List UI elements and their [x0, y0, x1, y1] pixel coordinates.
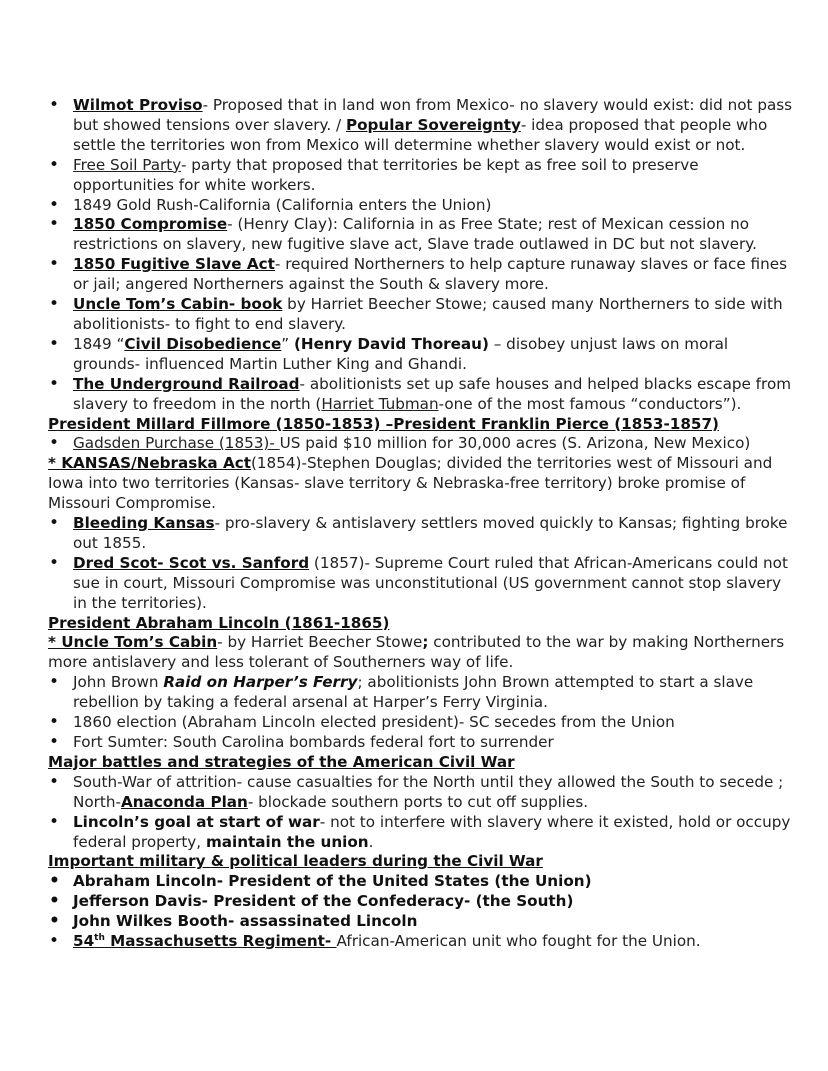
text-dred: (1857)- Supreme Court ruled that African-Americans could not sue in court, Missouri Compromise was unconstitutional (US government cannot stop slavery in the territories).: [73, 553, 788, 612]
list-item-dred-scott: [48, 554, 796, 614]
text-kansas: (1854)-Stephen Douglas; divided the territories west of Missouri and Iowa into two territories (Kansas- slave territory & Nebraska-free territory) broke promise of Missouri Compromise.: [48, 454, 773, 513]
text-gadsden: US paid $10 million for 30,000 acres (S. Arizona, New Mexico): [279, 434, 751, 453]
regiment-number: 54: [73, 932, 95, 951]
list-leaders: [48, 872, 796, 952]
text-civil-author: (Henry David Thoreau): [293, 334, 489, 353]
term-civil-disobedience: Civil Disobedience: [124, 334, 282, 353]
heading-leaders: Important military & political leaders during the Civil War: [48, 852, 543, 871]
notes-page: [48, 96, 796, 952]
list-item-strategies: [48, 773, 796, 813]
text-brown-pre: John Brown: [73, 673, 164, 692]
list-item-1860-election: [48, 713, 796, 733]
list-item-leader-davis: • Jefferson Davis- President of the Confederacy- (the South): [48, 892, 796, 912]
text-cabin: by Harriet Beecher Stowe; caused many Northerners to side with abolitionists- to fight to end slavery.: [73, 295, 783, 333]
term-harpers-ferry: Raid on Harper’s Ferry: [163, 673, 358, 692]
term-wilmot-proviso: Wilmot Proviso: [73, 96, 203, 114]
list-gadsden: [48, 434, 796, 454]
term-popular-sovereignty: Popular Sovereignty: [345, 115, 521, 134]
text-railroad: - abolitionists set up safe houses and helped blacks escape from slavery to freedom in the north (: [73, 374, 792, 413]
text-cabin2-semicolon: ;: [422, 633, 429, 652]
text-compromise: - (Henry Clay): California in as Free State; rest of Mexican cession no restrictions on slavery, new fugitive slave act, Slave trade outlawed in DC but not slavery.: [73, 215, 757, 254]
list-item-gadsden: [48, 434, 796, 454]
text-civil-mid: ”: [281, 334, 294, 353]
text-south: South-War of attrition- cause casualties for the North until they allowed the South to secede ; North-: [73, 772, 784, 811]
text-cabin2: - by Harriet Beecher Stowe: [217, 633, 423, 652]
list-item-54th-regiment: [48, 932, 796, 952]
text-free-soil: - party that proposed that territories be kept as free soil to preserve opportunities for white workers.: [73, 155, 699, 194]
term-fugitive-slave-act: 1850 Fugitive Slave Act: [73, 255, 275, 274]
text-anaconda: - blockade southern ports to cut off supplies.: [247, 792, 589, 811]
text-railroad-end: -one of the most famous “conductors”).: [438, 394, 742, 413]
list-item-railroad: [48, 375, 796, 415]
text-goal: - not to interfere with slavery where it existed, hold or occupy federal property,: [73, 812, 791, 851]
term-free-soil-party: Free Soil Party: [73, 155, 181, 174]
regiment-name: Massachusetts Regiment-: [104, 932, 337, 951]
text-sumter: Fort Sumter: South Carolina bombards federal fort to surrender: [73, 733, 554, 751]
term-kansas-nebraska-act: * KANSAS/Nebraska Act: [48, 454, 251, 473]
paragraph-kansas-nebraska: [48, 454, 796, 514]
text-election: 1860 election (Abraham Lincoln elected president)- SC secedes from the Union: [73, 713, 675, 732]
text-popular-sovereignty: - idea proposed that people who settle the territories won from Mexico will determine whether slavery would exist or not.: [73, 115, 768, 154]
term-underground-railroad: The Underground Railroad: [73, 374, 300, 393]
list-item-fugitive: [48, 255, 796, 295]
text-wilmot: - Proposed that in land won from Mexico- no slavery would exist: did not pass but showed tensions over slavery. /: [73, 96, 793, 134]
text-regiment: African-American unit who fought for the Union.: [336, 932, 701, 951]
term-dred-scott: Dred Scot- Scot vs. Sanford: [73, 553, 310, 572]
text-civil-pre: 1849 “: [73, 334, 125, 353]
list-item-leader-lincoln: • Abraham Lincoln- President of the United States (the Union): [48, 872, 796, 892]
regiment-ordinal: th: [94, 933, 105, 943]
term-uncle-toms-cabin: Uncle Tom’s Cabin- book: [73, 295, 283, 314]
list-item-free-soil: [48, 156, 796, 196]
list-item-cabin: [48, 295, 796, 335]
list-item-bleeding-kansas: [48, 514, 796, 554]
paragraph-uncle-toms-cabin: [48, 633, 796, 673]
list-item-wilmot: [48, 96, 796, 156]
list-kansas-section: [48, 514, 796, 614]
text-bleeding: - pro-slavery & antislavery settlers moved quickly to Kansas; fighting broke out 1855.: [73, 514, 788, 552]
text-gold-rush: 1849 Gold Rush-California (California enters the Union): [73, 195, 492, 214]
term-lincolns-goal: Lincoln’s goal at start of war: [73, 812, 320, 831]
list-mexico-section: [48, 96, 796, 415]
list-lincoln-section: [48, 673, 796, 753]
text-goal-bold: maintain the union: [205, 832, 369, 851]
heading-lincoln: President Abraham Lincoln (1861-1865): [48, 613, 390, 632]
text-goal-end: .: [368, 832, 374, 851]
term-54th-regiment: [73, 932, 337, 950]
list-item-fort-sumter: [48, 733, 796, 753]
term-bleeding-kansas: Bleeding Kansas: [73, 514, 215, 533]
text-cabin2-rest: contributed to the war by making Northerners more antislavery and less tolerant of Southerners way of life.: [48, 633, 785, 672]
term-anaconda-plan: Anaconda Plan: [120, 792, 248, 811]
term-1850-compromise: 1850 Compromise: [73, 215, 228, 234]
text-fugitive: - required Northerners to help capture runaway slaves or face fines or jail; angered Northerners against the South & slavery more.: [73, 255, 787, 294]
list-battles-section: [48, 773, 796, 853]
text-civil: – disobey unjust laws on moral grounds- influenced Martin Luther King and Ghandi.: [73, 334, 729, 373]
term-gadsden-purchase: Gadsden Purchase (1853)-: [73, 434, 280, 453]
list-item-compromise: [48, 215, 796, 255]
term-uncle-toms-cabin-2: * Uncle Tom’s Cabin: [48, 633, 218, 652]
list-item-lincoln-goal: [48, 813, 796, 853]
heading-battles: Major battles and strategies of the American Civil War: [48, 752, 515, 771]
term-harriet-tubman: Harriet Tubman: [321, 394, 439, 413]
list-item-leader-booth: • John Wilkes Booth- assassinated Lincoln: [48, 912, 796, 932]
heading-fillmore-pierce: President Millard Fillmore (1850-1853) –President Franklin Pierce (1853-1857): [48, 414, 719, 433]
list-item-civil-disobedience: [48, 335, 796, 375]
list-item-gold-rush: [48, 196, 796, 216]
list-item-john-brown: [48, 673, 796, 713]
text-brown: ; abolitionists John Brown attempted to start a slave rebellion by taking a federal arsenal at Harper’s Ferry Virginia.: [73, 673, 754, 712]
